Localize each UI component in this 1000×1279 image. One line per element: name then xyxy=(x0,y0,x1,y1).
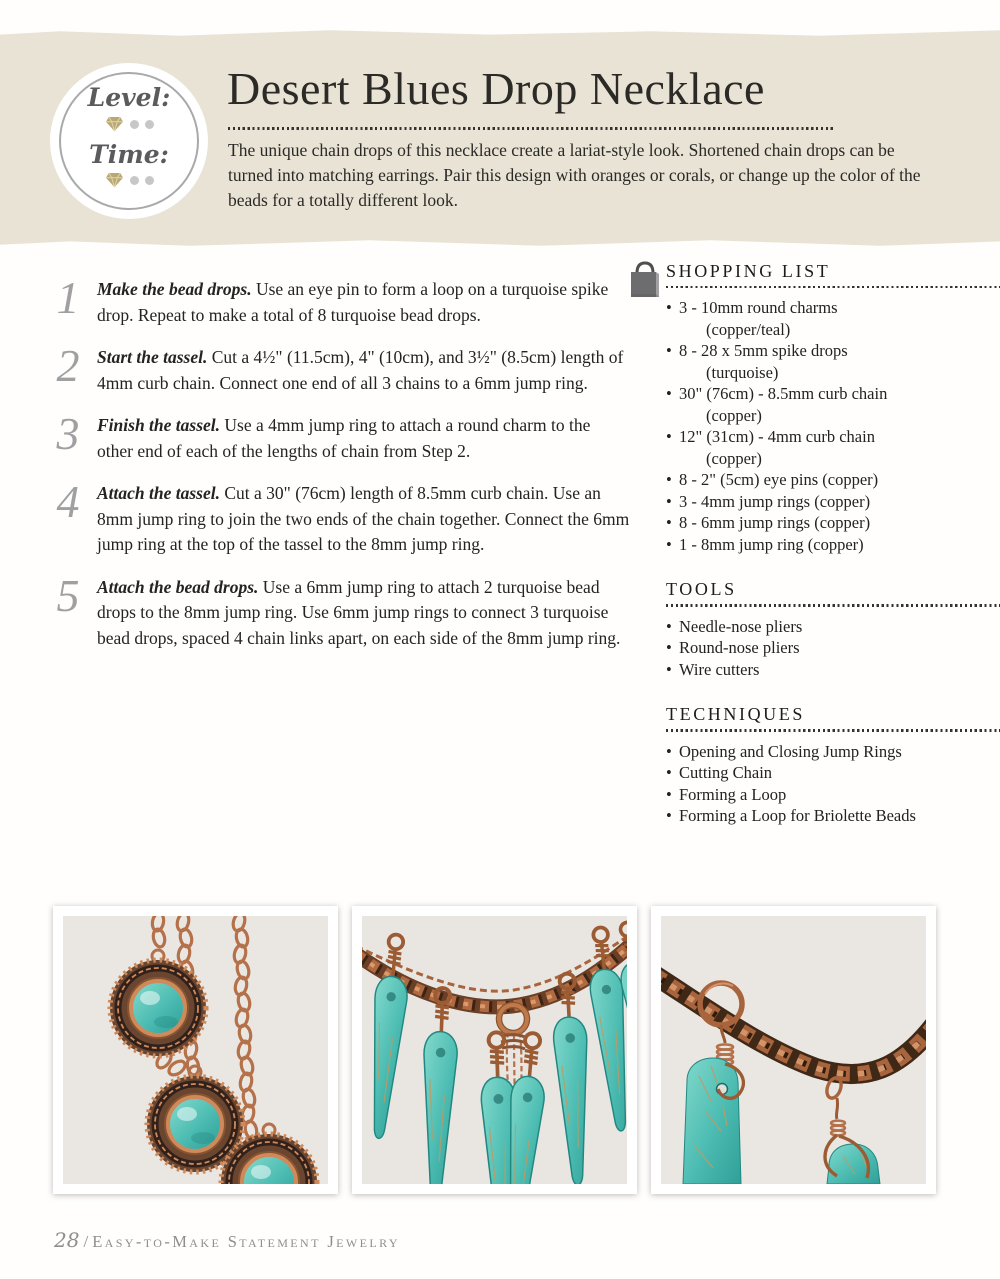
tools-list-item: • Wire cutters xyxy=(666,659,1000,681)
step-text xyxy=(97,345,630,396)
step-lead: Finish the tassel. xyxy=(97,415,221,435)
step-body: Use a 4mm jump ring to attach a round charm to the other end of each of the lengths of chain from Step 2. xyxy=(97,415,591,461)
page-title: Desert Blues Drop Necklace xyxy=(227,63,765,114)
shopping-list-item: • 12" (31cm) - 4mm curb chain (copper) xyxy=(666,426,1000,469)
gem-icon xyxy=(105,172,124,189)
step-number: 2 xyxy=(56,340,80,391)
badge-ring xyxy=(59,72,199,210)
gem-icon xyxy=(105,116,124,133)
tools-heading: TOOLS xyxy=(666,579,737,600)
step-lead: Attach the tassel. xyxy=(97,483,220,503)
step-body: Cut a 30" (76cm) length of 8.5mm curb chain. Use an 8mm jump ring to join the two ends of the chain together. Connect the 6mm jump ring at the top of the tassel to the 8mm jump ring. xyxy=(97,483,630,554)
level-rating xyxy=(105,116,154,133)
spike-tassel-illustration xyxy=(362,916,627,1184)
step-number: 3 xyxy=(56,408,80,459)
shopping-list-section xyxy=(628,262,1000,555)
intro-text: The unique chain drops of this necklace create a lariat-style look. Shortened chain drops can be turned into matching earrings. Pair this design with oranges or corals, or change up the color of the beads for a totally different look. xyxy=(228,140,921,210)
techniques-list-item: • Cutting Chain xyxy=(666,762,1000,784)
tools-section xyxy=(628,580,1000,680)
footer-page-number: 28 xyxy=(54,1228,80,1252)
left-turquoise-spike xyxy=(683,1058,741,1184)
shopping-list-item: • 3 - 4mm jump rings (copper) xyxy=(666,491,1000,513)
footer-separator: / xyxy=(83,1232,89,1251)
step-text xyxy=(97,575,630,652)
techniques-heading: TECHNIQUES xyxy=(666,704,805,725)
techniques-rule xyxy=(666,729,1000,732)
step-number: 1 xyxy=(56,272,80,323)
step xyxy=(50,408,630,464)
step xyxy=(50,569,630,652)
step-text xyxy=(97,481,630,558)
techniques-list-item: • Opening and Closing Jump Rings xyxy=(666,741,1000,763)
tools-list-item: • Round-nose pliers xyxy=(666,637,1000,659)
sidebar xyxy=(628,262,1000,827)
step-body: Use a 6mm jump ring to attach 2 turquoise bead drops to the 8mm jump ring. Use 6mm jump rings to connect 3 turquoise bead drops, spaced 4 chain links apart, on each side of the 8mm jump ring. xyxy=(97,576,621,648)
step-number: 4 xyxy=(56,476,80,527)
step-body: Cut a 4½" (11.5cm), 4" (10cm), and 3½" (8.5cm) length of 4mm curb chain. Connect one end of all 3 chains to a 6mm jump ring. xyxy=(97,347,624,393)
shopping-list-item: • 8 - 2" (5cm) eye pins (copper) xyxy=(666,469,1000,491)
level-time-badge xyxy=(50,63,208,219)
shopping-list-rule xyxy=(666,286,1000,289)
time-label: Time: xyxy=(89,139,169,169)
step-text xyxy=(97,413,630,464)
shopping-list-item: • 30" (76cm) - 8.5mm curb chain (copper) xyxy=(666,383,1000,426)
photo-round-charms xyxy=(53,906,338,1194)
title-rule xyxy=(228,127,834,130)
shopping-bag-icon xyxy=(628,260,662,300)
shopping-list-heading: SHOPPING LIST xyxy=(666,261,831,281)
step-lead: Make the bead drops. xyxy=(97,279,252,299)
shopping-list-item: • 8 - 6mm jump rings (copper) xyxy=(666,512,1000,534)
time-rating xyxy=(105,172,154,189)
step-lead: Attach the bead drops. xyxy=(97,576,259,597)
shopping-list-item: • 8 - 28 x 5mm spike drops (turquoise) xyxy=(666,340,1000,383)
photo-row xyxy=(53,906,936,1194)
step-text xyxy=(97,277,630,328)
footer-book-title: Easy-to-Make Statement Jewelry xyxy=(92,1232,400,1251)
photo-spike-tassel xyxy=(352,906,637,1194)
step xyxy=(50,272,630,328)
step xyxy=(50,340,630,396)
shopping-list xyxy=(666,297,1000,555)
rating-dot xyxy=(130,120,139,129)
step-lead: Start the tassel. xyxy=(97,347,208,367)
step-number: 5 xyxy=(56,569,80,621)
rating-dot xyxy=(145,176,154,185)
step-body: Use an eye pin to form a loop on a turquoise spike drop. Repeat to make a total of 8 turquoise bead drops. xyxy=(97,279,609,325)
tools-list xyxy=(666,616,1000,681)
wire-wrap-illustration xyxy=(661,916,926,1184)
tools-rule xyxy=(666,604,1000,607)
techniques-section xyxy=(628,705,1000,826)
photo-wire-wrap xyxy=(651,906,936,1194)
level-label: Level: xyxy=(87,83,171,113)
steps-list xyxy=(50,272,630,668)
techniques-list-item: • Forming a Loop xyxy=(666,784,1000,806)
shopping-list-item: • 3 - 10mm round charms (copper/teal) xyxy=(666,297,1000,340)
step xyxy=(50,476,630,558)
shopping-list-item: • 1 - 8mm jump ring (copper) xyxy=(666,534,1000,556)
page-footer xyxy=(54,1228,400,1252)
tools-list-item: • Needle-nose pliers xyxy=(666,616,1000,638)
round-charms-illustration xyxy=(63,916,328,1184)
techniques-list-item: • Forming a Loop for Briolette Beads xyxy=(666,805,1000,827)
rating-dot xyxy=(145,120,154,129)
rating-dot xyxy=(130,176,139,185)
techniques-list xyxy=(666,741,1000,827)
